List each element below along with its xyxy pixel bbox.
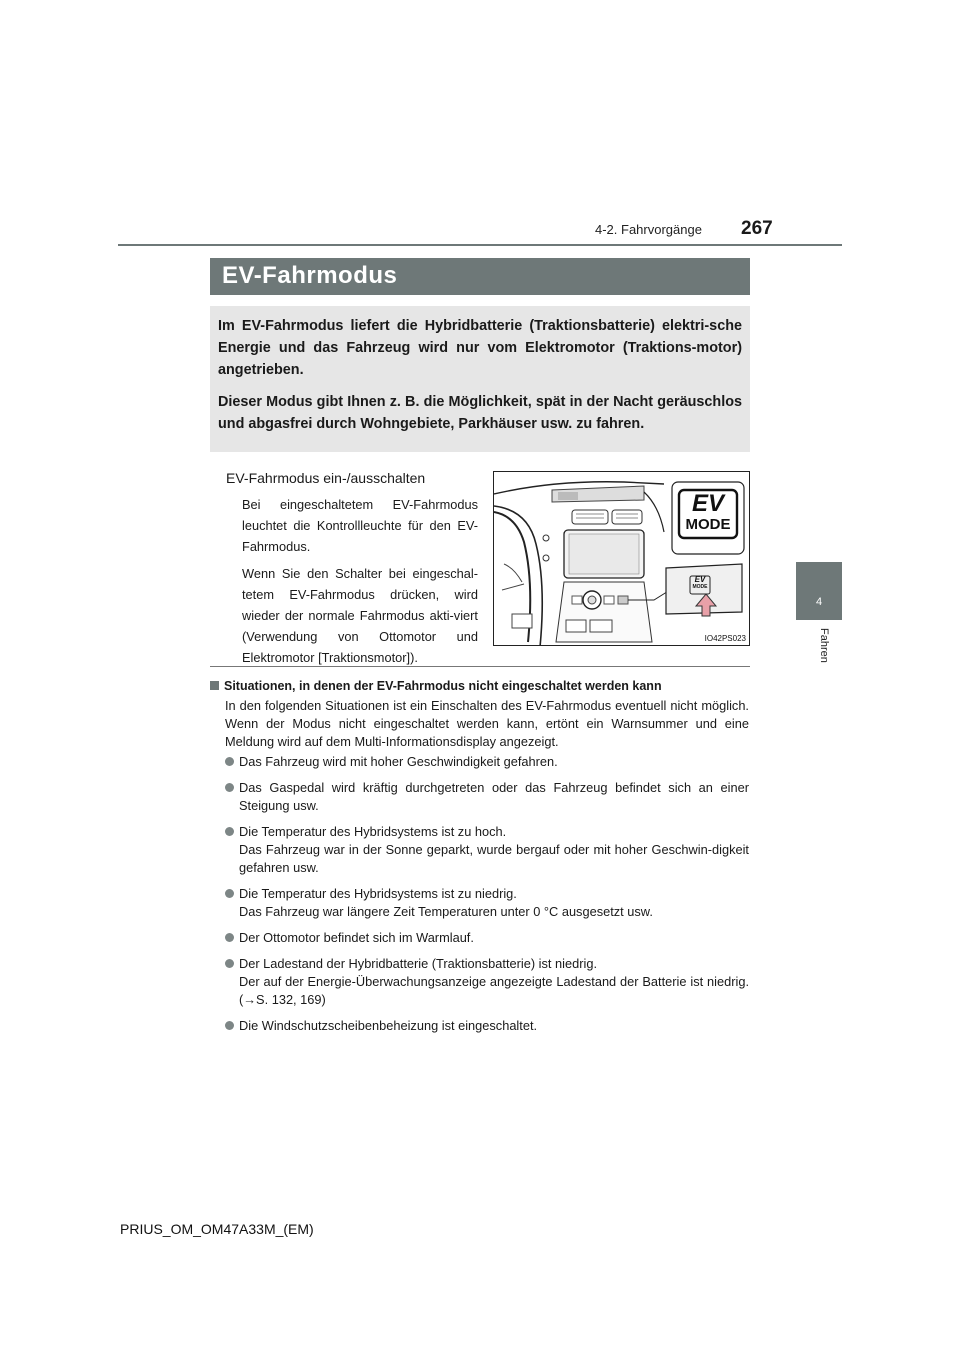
section-heading: Situationen, in denen der EV-Fahrmodus nicht eingeschaltet werden kann bbox=[210, 679, 662, 693]
chapter-label: Fahren bbox=[818, 628, 830, 663]
ev-button-label-bottom: MODE bbox=[685, 516, 731, 533]
list-item: Das Fahrzeug wird mit hoher Geschwindigkeit gefahren. bbox=[225, 753, 749, 771]
title-bar bbox=[210, 258, 750, 295]
ev-button-label-top: EV bbox=[691, 490, 724, 517]
lead-paragraph-2: Wenn Sie den Schalter bei eingeschal-tetem EV-Fahrmodus drücken, wird wieder der normale Fahrmodus akti-viert (Verwendung von Ottomotor und Elektromotor [Traktionsmotor]). bbox=[242, 566, 478, 665]
condition-list bbox=[225, 753, 749, 1043]
chapter-number: 4 bbox=[815, 596, 823, 608]
ev-small-label-top: EV bbox=[694, 575, 706, 584]
intro-box bbox=[210, 306, 750, 452]
figure-code: IO42PS023 bbox=[704, 634, 746, 643]
bullet-icon bbox=[225, 827, 234, 836]
list-item: Der Ottomotor befindet sich im Warmlauf. bbox=[225, 929, 749, 947]
lead-body bbox=[242, 494, 478, 674]
bullet-icon bbox=[225, 757, 234, 766]
dashboard-illustration bbox=[493, 471, 750, 646]
bullet-icon bbox=[225, 889, 234, 898]
bullet-icon bbox=[225, 1021, 234, 1030]
lead-paragraph-1: Bei eingeschaltetem EV-Fahrmodus leuchtet die Kontrollleuchte für den EV-Fahrmodus. bbox=[242, 497, 478, 554]
section-separator bbox=[210, 666, 750, 667]
section-label: 4-2. Fahrvorgänge bbox=[595, 222, 702, 237]
header-rule bbox=[118, 244, 842, 246]
intro-paragraph-2: Dieser Modus gibt Ihnen z. B. die Möglichkeit, spät in der Nacht geräuschlos und abgasfrei durch Wohngebiete, Parkhäuser usw. zu fahren. bbox=[218, 394, 742, 432]
bullet-icon bbox=[225, 783, 234, 792]
page-number: 267 bbox=[741, 218, 773, 239]
bullet-icon bbox=[225, 959, 234, 968]
page-title: EV-Fahrmodus bbox=[222, 262, 398, 289]
list-item: Das Gaspedal wird kräftig durchgetreten oder das Fahrzeug befindet sich an einer Steigung usw. bbox=[225, 779, 749, 815]
chapter-tab bbox=[796, 562, 842, 620]
ev-small-label-bottom: MODE bbox=[692, 584, 708, 590]
document-footer: PRIUS_OM_OM47A33M_(EM) bbox=[120, 1221, 314, 1237]
list-item: Der Ladestand der Hybridbatterie (Traktionsbatterie) ist niedrig. Der auf der Energie-Überwachungsanzeige angezeigte Ladestand der Batterie ist niedrig. (→S. 132, 169) bbox=[225, 955, 749, 1009]
bullet-icon bbox=[225, 933, 234, 942]
lead-title: EV-Fahrmodus ein-/ausschalten bbox=[226, 470, 426, 486]
list-item: Die Windschutzscheibenbeheizung ist eingeschaltet. bbox=[225, 1017, 749, 1035]
list-item: Die Temperatur des Hybridsystems ist zu niedrig. Das Fahrzeug war längere Zeit Temperaturen unter 0 °C ausgesetzt usw. bbox=[225, 885, 749, 921]
section-paragraph: In den folgenden Situationen ist ein Einschalten des EV-Fahrmodus eventuell nicht möglich. Wenn der Modus nicht eingeschaltet werden kann, ertönt ein Warnsummer und eine Meldung wird auf dem Multi-Informationsdisplay angezeigt. bbox=[225, 698, 749, 749]
intro-paragraph-1: Im EV-Fahrmodus liefert die Hybridbatterie (Traktionsbatterie) elektri-sche Energie und das Fahrzeug wird nur vom Elektromotor (Traktions-motor) angetrieben. bbox=[218, 318, 742, 378]
list-item: Die Temperatur des Hybridsystems ist zu hoch. Das Fahrzeug war in der Sonne geparkt, wurde bergauf oder mit hoher Geschwin-digkeit gefahren usw. bbox=[225, 823, 749, 877]
heading-square-icon bbox=[210, 681, 219, 690]
